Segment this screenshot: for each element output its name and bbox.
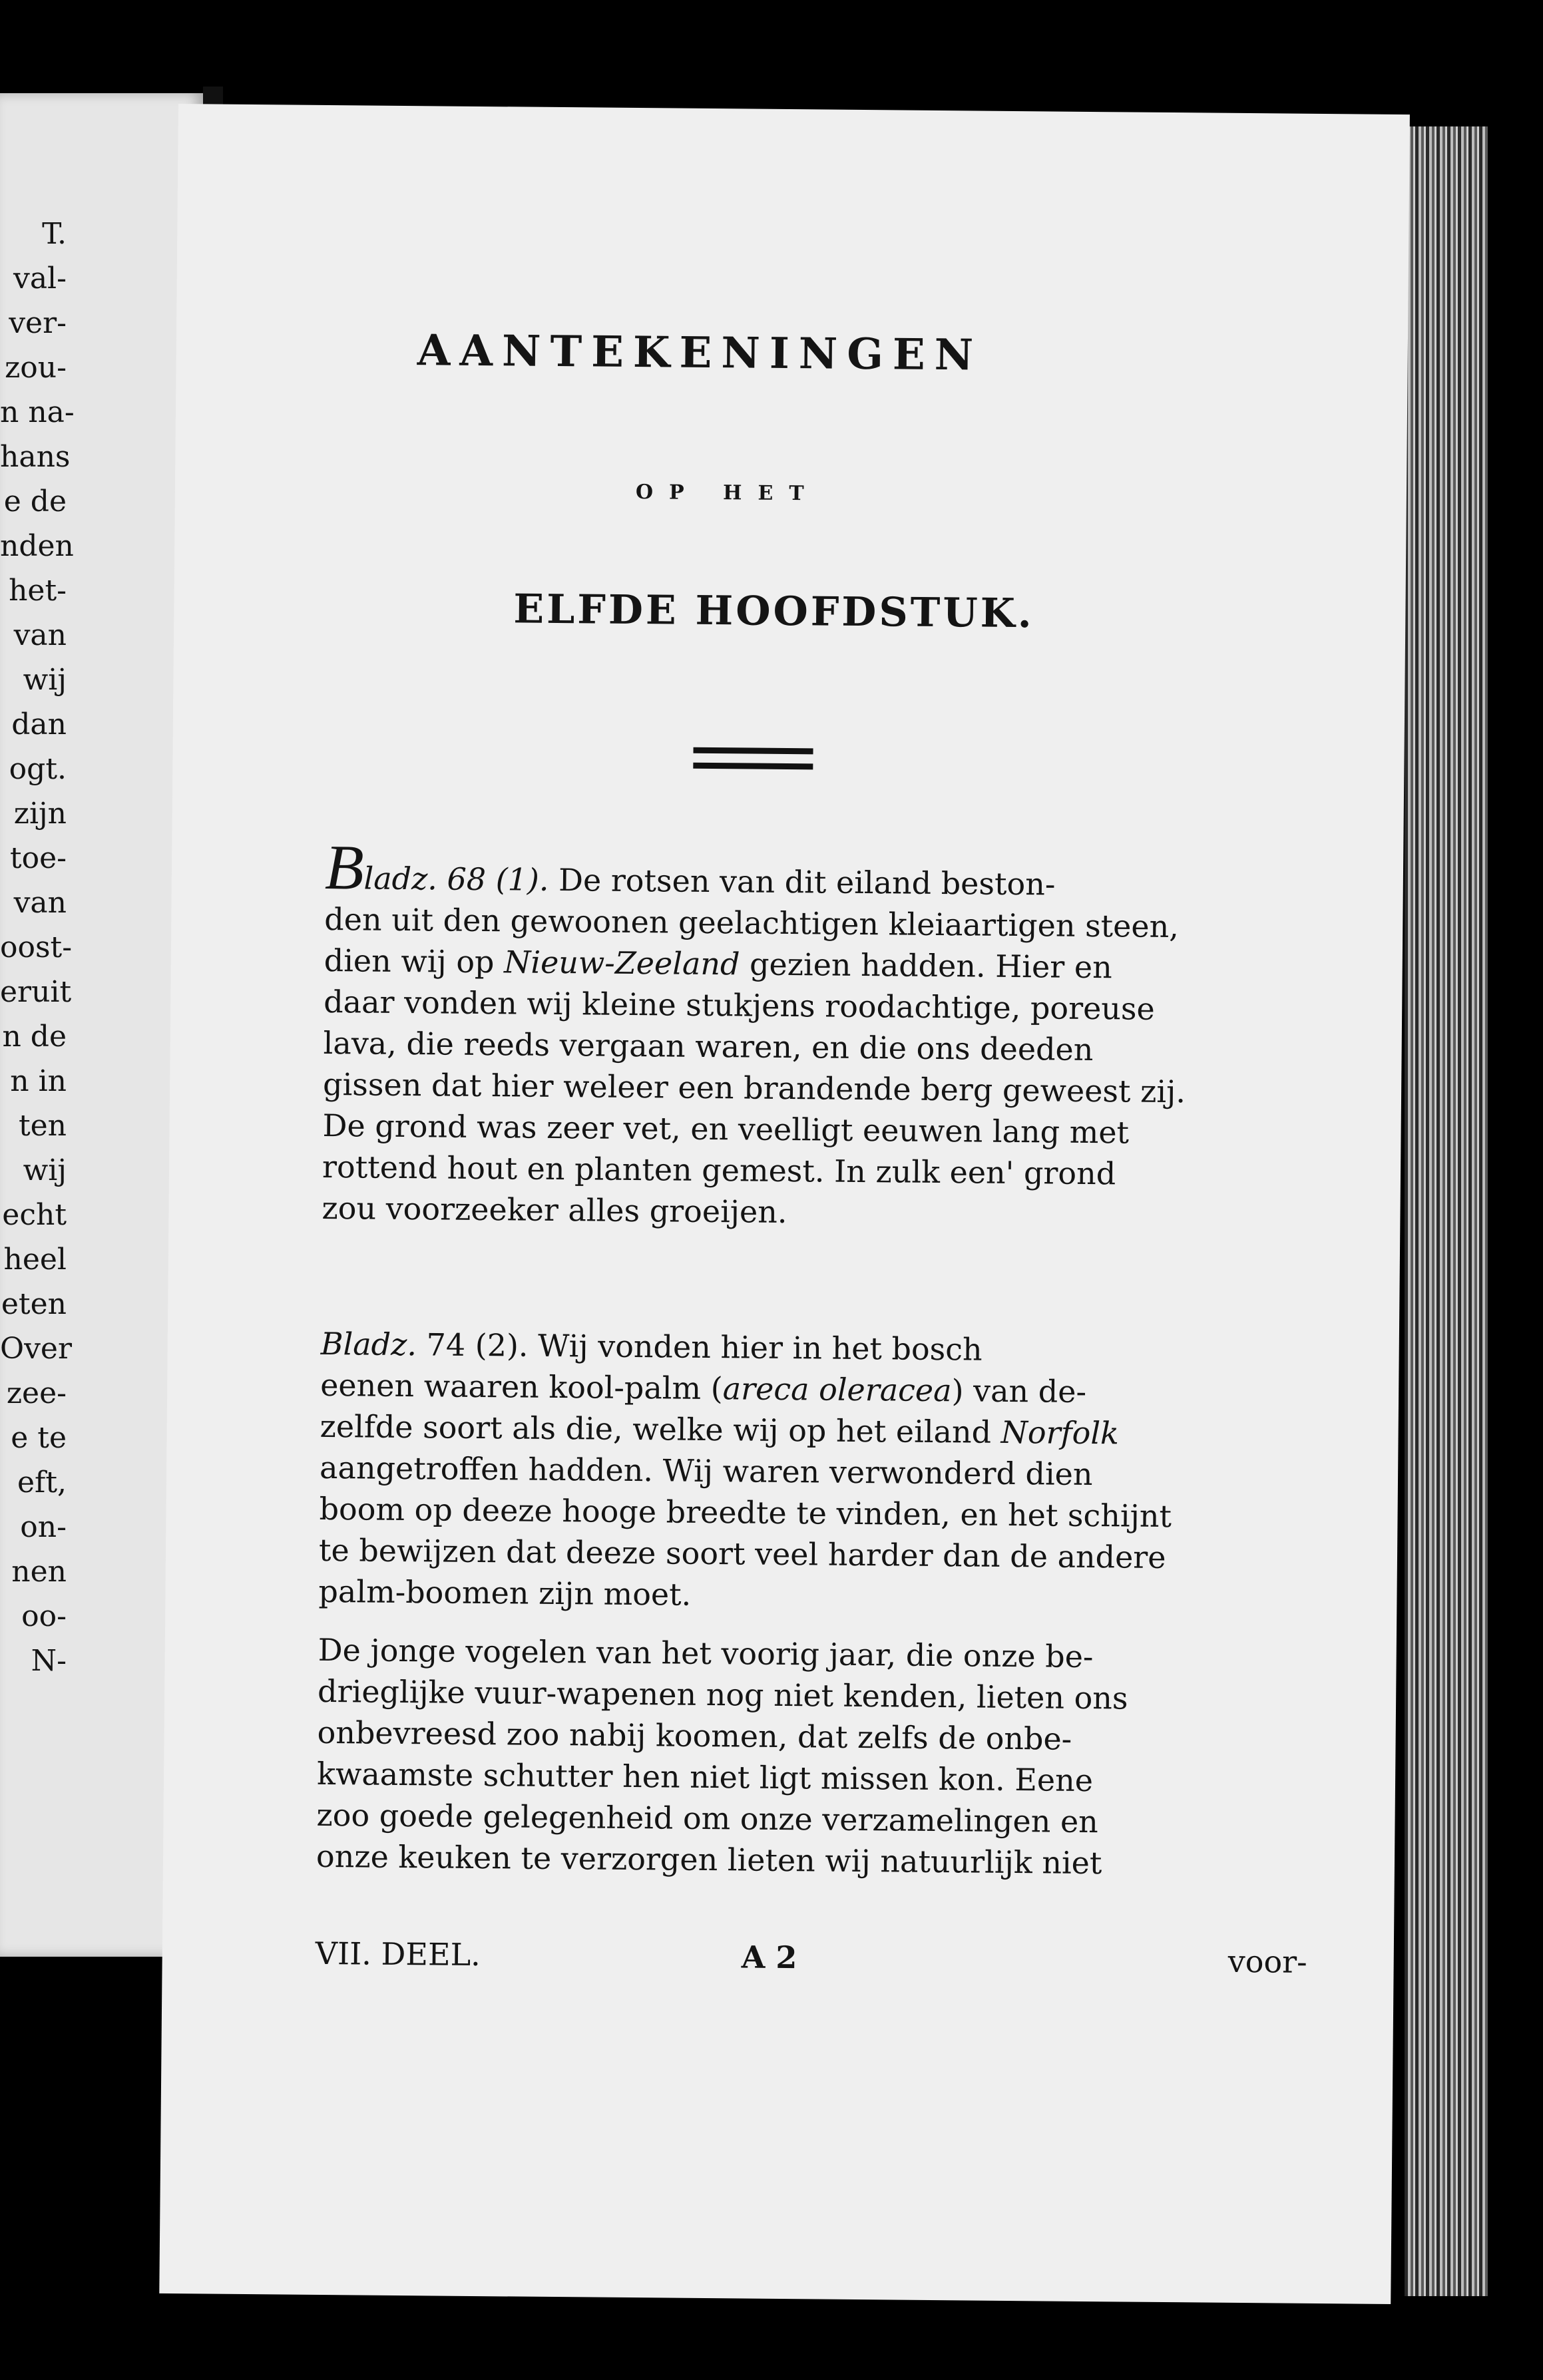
text-line: drieglijke vuur-wapenen nog niet kenden, lieten ons — [317, 1673, 1128, 1716]
left-page-fragment: n de — [2, 1020, 67, 1054]
page-title: AANTEKENINGEN — [417, 325, 983, 381]
text-line: zoo goede gelegenheid om onze verzamelingen en — [316, 1796, 1099, 1840]
signature-mark: A 2 — [741, 1939, 797, 1976]
left-page-fragment: ten — [18, 1109, 67, 1143]
text-line: te bewijzen dat deeze soort veel harder dan de andere — [318, 1531, 1166, 1576]
left-page-fragment: zee- — [6, 1376, 67, 1410]
left-page-fragment: hans — [0, 440, 71, 474]
left-page-fragment: oost- — [0, 930, 73, 964]
main-page — [159, 104, 1410, 2304]
note-1-ref: ladz. 68 (1). — [363, 860, 549, 898]
left-page-fragment: e te — [11, 1421, 67, 1455]
text-line: palm-boomen zijn moet. — [318, 1573, 692, 1613]
left-page-fragment: Over — [0, 1332, 73, 1366]
left-page-fragment: val- — [13, 262, 67, 296]
left-page-fragment: eft, — [17, 1466, 67, 1499]
note-2-ref: Bladz. — [320, 1325, 417, 1363]
left-page-fragment: e de — [3, 485, 67, 518]
text-line: boom op deeze hooge breedte te vinden, en het schijnt — [319, 1490, 1172, 1535]
left-page-fragment: dan — [11, 707, 67, 741]
text-line: den uit den gewoonen geelachtigen kleiaartigen steen, — [324, 900, 1180, 945]
page-edges — [1405, 126, 1488, 2296]
left-page-fragment: N- — [31, 1644, 67, 1678]
left-page-fragment: het- — [9, 574, 67, 608]
text-fragment: Wij vonden hier in het bosch — [537, 1327, 983, 1368]
chapter-heading: ELFDE HOOFDSTUK. — [513, 586, 1035, 638]
left-page-fragment: zijn — [13, 797, 67, 831]
left-page-fragment: on- — [20, 1510, 67, 1544]
left-page-fragment: ogt. — [9, 752, 67, 786]
left-page-fragment: nden — [0, 529, 74, 563]
text-line: lava, die reeds vergaan waren, en die ons deeden — [323, 1024, 1094, 1068]
text-line: rottend hout en planten gemest. In zulk een' grond — [322, 1148, 1116, 1192]
left-page-fragment: eten — [1, 1287, 67, 1321]
text-fragment: ) van de- — [951, 1372, 1087, 1410]
place-name: Nieuw-Zeeland — [503, 944, 740, 982]
text-line: daar vonden wij kleine stukjens roodachtige, poreuse — [324, 983, 1156, 1027]
text-fragment: dien wij op — [324, 942, 495, 980]
page-subtitle: OP HET — [635, 481, 820, 506]
text-line: kwaamste schutter hen niet ligt missen kon. Eene — [316, 1755, 1094, 1799]
left-page-fragment: heel — [3, 1243, 67, 1277]
left-page-fragment: ver- — [9, 306, 67, 340]
left-page-fragment: van — [13, 886, 67, 920]
text-line: aangetroffen hadden. Wij waren verwonderd dien — [319, 1449, 1093, 1493]
text-fragment: eenen waaren kool-palm ( — [320, 1366, 723, 1407]
note-1 — [322, 831, 1323, 1237]
text-fragment: gezien hadden. Hier en — [749, 946, 1112, 986]
double-rule — [693, 747, 813, 770]
note-2-continued — [316, 1629, 1317, 1885]
left-page-fragment: toe- — [9, 841, 67, 875]
text-line: zou voorzeeker alles groeijen. — [322, 1189, 787, 1231]
left-page-fragment: eruit — [0, 975, 72, 1009]
island-name: Norfolk — [1000, 1414, 1120, 1452]
note-2-ref-num: 74 (2). — [426, 1326, 529, 1364]
text-line: De grond was zeer vet, en veelligt eeuwen lang met — [322, 1107, 1130, 1151]
species-name: areca oleracea — [722, 1370, 952, 1409]
left-page-fragment: wij — [23, 663, 67, 697]
note-2 — [318, 1323, 1319, 1621]
left-page-fragment: T. — [42, 217, 67, 251]
text-line: De rotsen van dit eiland beston- — [558, 862, 1056, 902]
page-footer — [316, 1935, 1314, 1980]
text-line: De jonge vogelen van het voorig jaar, die onze be- — [318, 1631, 1094, 1675]
text-line: onze keuken te verzorgen lieten wij natuurlijk niet — [316, 1838, 1102, 1882]
left-page-fragment: nen — [11, 1555, 67, 1589]
volume-label: VII. DEEL. — [315, 1935, 481, 1973]
text-fragment: zelfde soort als die, welke wij op het eiland — [320, 1408, 992, 1450]
left-page-fragment: echt — [2, 1198, 67, 1232]
left-page-fragment: wij — [23, 1153, 67, 1187]
left-page-fragment: n in — [10, 1064, 67, 1098]
text-line: gissen dat hier weleer een brandende berg geweest zij. — [322, 1066, 1186, 1110]
text-line: onbevreesd zoo nabij koomen, dat zelfs de onbe- — [317, 1714, 1072, 1757]
left-page-fragment: oo- — [21, 1599, 67, 1633]
left-page-fragment: van — [13, 618, 67, 652]
left-page-fragment: n na- — [0, 395, 75, 429]
catchword: voor- — [1227, 1943, 1307, 1980]
left-page-fragment: zou- — [5, 351, 67, 385]
drop-cap: B — [324, 831, 365, 903]
